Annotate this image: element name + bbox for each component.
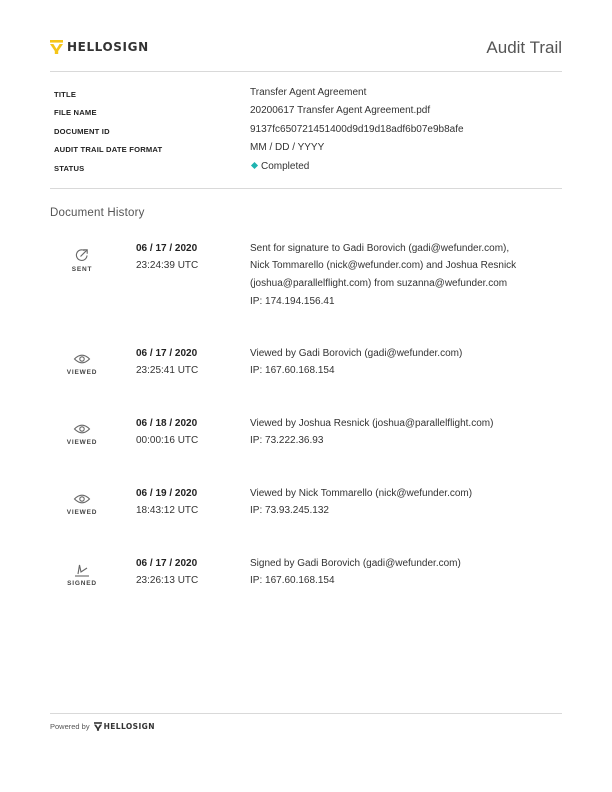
footer-brand-name: HELLOSIGN: [103, 722, 155, 731]
event-time: 23:26:13 UTC: [136, 575, 199, 586]
event-description-line: Viewed by Gadi Borovich (gadi@wefunder.com): [250, 347, 463, 359]
event-description: [250, 485, 550, 520]
meta-value: 9137fc650721451400d9d19d18adf6b07e9b8afe: [250, 123, 464, 135]
status-text: Completed: [261, 160, 310, 172]
event-description-line: Signed by Gadi Borovich (gadi@wefunder.com): [250, 557, 461, 569]
event-description: [250, 555, 550, 590]
meta-label: DOCUMENT ID: [54, 126, 110, 136]
eye-icon: [72, 422, 92, 438]
event-type-label: VIEWED: [66, 439, 98, 446]
page-footer: [50, 722, 155, 731]
section-title-history: Document History: [50, 207, 145, 219]
sent-icon: [72, 247, 92, 263]
page-title: Audit Trail: [486, 38, 562, 57]
event-description-line: (joshua@parallelflight.com) from suzanna@wefunder.com: [250, 277, 508, 289]
page-header: [50, 38, 562, 58]
header-divider: [50, 71, 562, 72]
powered-by-text: Powered by: [50, 722, 90, 731]
meta-row-date-format: [54, 141, 562, 159]
status-completed-icon: [251, 162, 258, 169]
event-type-label: VIEWED: [66, 509, 98, 516]
metadata-divider: [50, 188, 562, 189]
signature-icon: [72, 562, 92, 578]
event-description-line: Nick Tommarello (nick@wefunder.com) and Joshua Resnick: [250, 260, 517, 272]
meta-row-title: [54, 86, 562, 104]
event-date: 06 / 18 / 2020: [136, 418, 198, 429]
meta-value: MM / DD / YYYY: [250, 142, 325, 154]
event-type-label: SENT: [71, 266, 93, 273]
footer-divider: [50, 713, 562, 714]
event-ip: IP: 73.93.245.132: [250, 505, 329, 517]
event-description-line: Sent for signature to Gadi Borovich (gadi@wefunder.com),: [250, 242, 510, 254]
eye-icon: [72, 352, 92, 368]
eye-icon: [72, 492, 92, 508]
status-value: [250, 161, 309, 172]
meta-row-file-name: [54, 104, 562, 122]
event-time: 00:00:16 UTC: [136, 435, 199, 446]
event-type-label: VIEWED: [66, 369, 98, 376]
event-ip: IP: 174.194.156.41: [250, 295, 335, 307]
event-description: [250, 345, 550, 380]
brand-name: HELLOSIGN: [67, 40, 149, 54]
meta-label: FILE NAME: [54, 108, 97, 118]
event-type-label: SIGNED: [67, 580, 97, 587]
event-date: 06 / 17 / 2020: [136, 558, 198, 569]
meta-value: Transfer Agent Agreement: [250, 87, 367, 98]
document-metadata: [54, 86, 562, 178]
event-time: 23:25:41 UTC: [136, 365, 199, 376]
hellosign-logo-icon: [94, 722, 102, 731]
meta-label: STATUS: [54, 163, 85, 173]
event-ip: IP: 167.60.168.154: [250, 365, 335, 377]
meta-label: TITLE: [54, 90, 77, 99]
meta-row-document-id: [54, 123, 562, 141]
hellosign-logo-icon: [50, 40, 63, 54]
event-time: 23:24:39 UTC: [136, 260, 199, 271]
event-description: [250, 415, 550, 450]
event-description-line: Viewed by Joshua Resnick (joshua@parallelflight.com): [250, 417, 494, 429]
event-description-line: Viewed by Nick Tommarello (nick@wefunder.com): [250, 487, 473, 499]
meta-value: 20200617 Transfer Agent Agreement.pdf: [250, 105, 431, 117]
hellosign-logo: [50, 40, 149, 54]
event-description: [250, 240, 550, 311]
meta-row-status: [54, 160, 562, 178]
event-time: 18:43:12 UTC: [136, 505, 199, 516]
event-date: 06 / 17 / 2020: [136, 348, 198, 359]
event-date: 06 / 17 / 2020: [136, 243, 198, 254]
event-ip: IP: 73.222.36.93: [250, 435, 324, 447]
event-ip: IP: 167.60.168.154: [250, 575, 335, 587]
event-date: 06 / 19 / 2020: [136, 488, 198, 499]
meta-label: AUDIT TRAIL DATE FORMAT: [54, 145, 163, 155]
